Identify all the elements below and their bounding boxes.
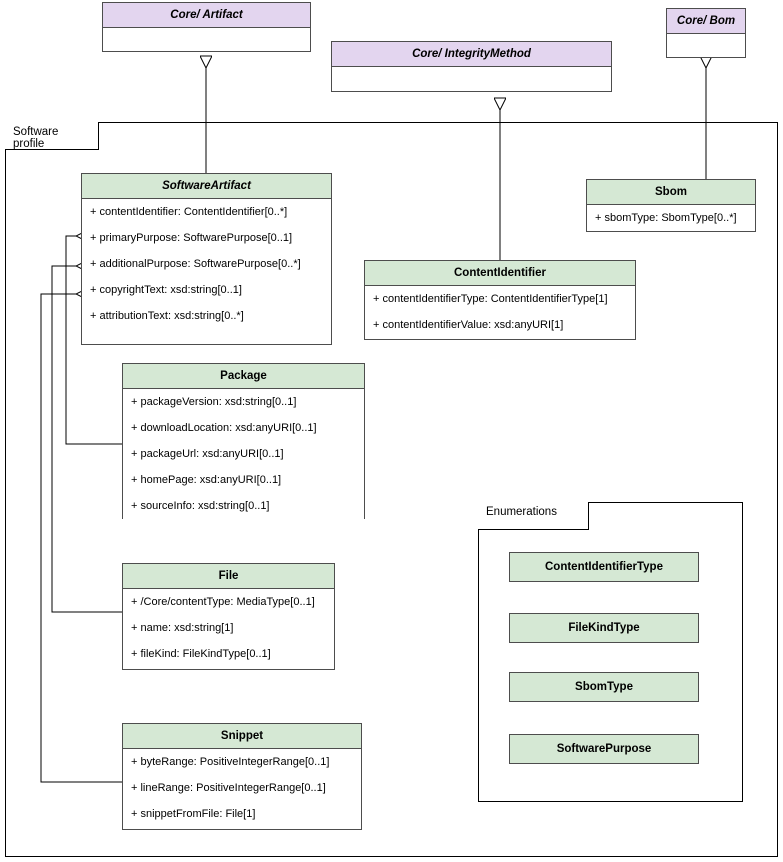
frame-label-text: Enumerations	[486, 506, 557, 518]
class-attribute: + downloadLocation: xsd:anyURI[0..1]	[131, 422, 317, 434]
enum-label: FileKindType	[568, 622, 640, 634]
class-title: File	[123, 564, 334, 589]
class-title: Sbom	[587, 180, 755, 205]
class-attributes	[667, 34, 745, 56]
class-package[interactable]	[122, 363, 365, 519]
enum-software-purpose[interactable]	[509, 734, 699, 764]
class-content-identifier[interactable]	[364, 260, 636, 340]
class-attributes	[123, 389, 364, 519]
class-snippet[interactable]	[122, 723, 362, 830]
enum-label: ContentIdentifierType	[545, 561, 663, 573]
class-attribute: + sourceInfo: xsd:string[0..1]	[131, 500, 270, 512]
class-title: Core/ IntegrityMethod	[332, 42, 611, 67]
class-core-integritymethod[interactable]	[331, 41, 612, 92]
enum-file-kind-type[interactable]	[509, 613, 699, 643]
class-attribute: + byteRange: PositiveIntegerRange[0..1]	[131, 756, 330, 768]
class-attribute: + /Core/contentType: MediaType[0..1]	[131, 596, 315, 608]
class-attributes	[103, 28, 310, 50]
class-core-bom[interactable]	[666, 8, 746, 58]
class-attribute: + lineRange: PositiveIntegerRange[0..1]	[131, 782, 326, 794]
class-attribute: + primaryPurpose: SoftwarePurpose[0..1]	[90, 232, 293, 244]
class-title: Core/ Artifact	[103, 3, 310, 28]
class-sbom[interactable]	[586, 179, 756, 232]
class-attribute: + snippetFromFile: File[1]	[131, 808, 256, 820]
class-attributes	[123, 589, 334, 667]
class-attributes	[82, 199, 331, 329]
frame-label-enumerations	[478, 502, 589, 530]
enum-content-identifier-type[interactable]	[509, 552, 699, 582]
frame-label-text: Software profile	[13, 126, 59, 150]
class-attribute: + copyrightText: xsd:string[0..1]	[90, 284, 242, 296]
class-attribute: + sbomType: SbomType[0..*]	[595, 212, 737, 224]
class-attributes	[123, 749, 361, 827]
class-attributes	[332, 67, 611, 89]
class-attribute: + fileKind: FileKindType[0..1]	[131, 648, 271, 660]
class-attribute: + packageVersion: xsd:string[0..1]	[131, 396, 297, 408]
class-title: Core/ Bom	[667, 9, 745, 34]
class-attribute: + name: xsd:string[1]	[131, 622, 234, 634]
enum-sbom-type[interactable]	[509, 672, 699, 702]
class-file[interactable]	[122, 563, 335, 670]
class-software-artifact[interactable]	[81, 173, 332, 345]
class-attributes	[365, 286, 635, 338]
class-title: Package	[123, 364, 364, 389]
class-attribute: + attributionText: xsd:string[0..*]	[90, 310, 244, 322]
class-attributes	[587, 205, 755, 231]
class-attribute: + contentIdentifierType: ContentIdentifierType[1]	[373, 293, 608, 305]
class-core-artifact[interactable]	[102, 2, 311, 52]
class-attribute: + additionalPurpose: SoftwarePurpose[0..*]	[90, 258, 301, 270]
class-attribute: + contentIdentifierValue: xsd:anyURI[1]	[373, 319, 564, 331]
frame-label-software-profile	[5, 122, 99, 150]
class-title: SoftwareArtifact	[82, 174, 331, 199]
class-attribute: + contentIdentifier: ContentIdentifier[0..*]	[90, 206, 288, 218]
class-title: ContentIdentifier	[365, 261, 635, 286]
class-attribute: + homePage: xsd:anyURI[0..1]	[131, 474, 282, 486]
enum-label: SoftwarePurpose	[556, 743, 652, 755]
class-title: Snippet	[123, 724, 361, 749]
enum-label: SbomType	[575, 681, 633, 693]
class-attribute: + packageUrl: xsd:anyURI[0..1]	[131, 448, 284, 460]
